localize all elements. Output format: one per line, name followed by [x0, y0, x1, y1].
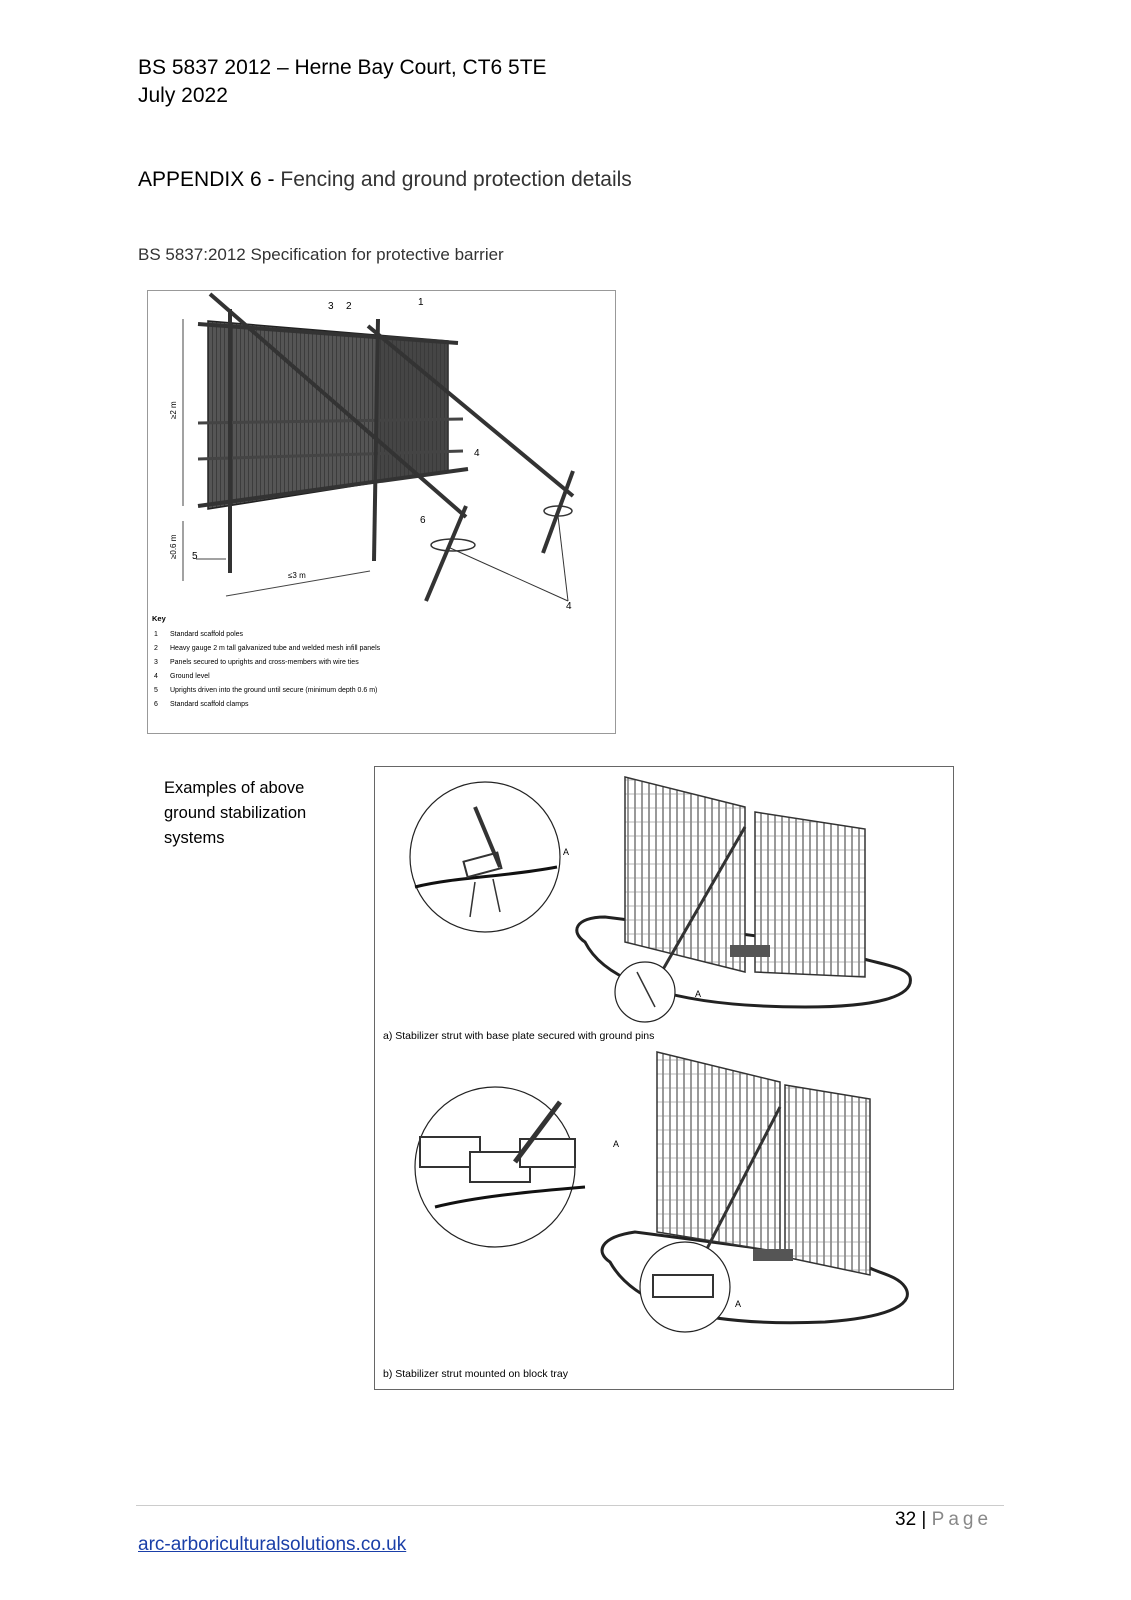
callout-3: 3 — [328, 301, 334, 312]
key-list — [154, 631, 381, 708]
key-title: Key — [152, 614, 166, 623]
caption-a: a) Stabilizer strut with base plate secured with ground pins — [383, 1030, 655, 1042]
detail-label-a1: A — [563, 847, 570, 857]
callout-1: 1 — [418, 297, 424, 308]
dim-spacing: ≤3 m — [288, 571, 306, 580]
barrier-drawing — [148, 291, 615, 733]
dim-depth: ≥0.6 m — [169, 534, 178, 559]
detail-a-circle — [410, 782, 560, 932]
callout-2: 2 — [346, 301, 352, 312]
caption-b: b) Stabilizer strut mounted on block tray — [383, 1368, 569, 1380]
callout-6: 6 — [420, 515, 426, 526]
page-number-value: 32 — [895, 1509, 917, 1530]
callout-5: 5 — [192, 551, 198, 562]
header-title: BS 5837 2012 – Herne Bay Court, CT6 5TE — [138, 56, 547, 79]
callout-4-bottom: 4 — [566, 601, 572, 612]
stabilizer-drawing — [375, 767, 953, 1389]
key-text: Standard scaffold poles — [170, 631, 244, 638]
dim-height: ≥2 m — [169, 401, 178, 419]
examples-text: Examples of above ground stabilization systems — [164, 779, 307, 847]
detail-label-a2: A — [695, 989, 702, 999]
footer-divider — [136, 1505, 1004, 1506]
key-number: 5 — [154, 687, 158, 694]
key-text: Heavy gauge 2 m tall galvanized tube and welded mesh infill panels — [170, 645, 381, 652]
detail-label-b2: A — [735, 1299, 742, 1309]
key-number: 2 — [154, 645, 158, 652]
appendix-heading — [138, 168, 632, 192]
website-link[interactable]: arc-arboriculturalsolutions.co.uk — [138, 1534, 407, 1555]
appendix-title: Fencing and ground protection details — [280, 168, 632, 191]
key-text: Ground level — [170, 673, 210, 680]
stabilizer-figure — [374, 766, 954, 1390]
key-number: 4 — [154, 673, 158, 680]
barrier-figure — [147, 290, 616, 734]
detail-label-b1: A — [613, 1139, 620, 1149]
key-number: 6 — [154, 701, 158, 708]
key-number: 1 — [154, 631, 158, 638]
key-number: 3 — [154, 659, 158, 666]
key-text: Uprights driven into the ground until secure (minimum depth 0.6 m) — [170, 687, 378, 694]
callout-4-top: 4 — [474, 448, 480, 459]
page-number — [895, 1509, 992, 1531]
page-separator: | — [921, 1509, 927, 1530]
key-text: Standard scaffold clamps — [170, 701, 249, 708]
header-date: July 2022 — [138, 84, 228, 107]
appendix-label: APPENDIX 6 - — [138, 168, 275, 191]
key-text: Panels secured to uprights and cross-members with wire ties — [170, 659, 359, 666]
spec-caption: BS 5837:2012 Specification for protective barrier — [138, 245, 504, 264]
page-word: Page — [931, 1509, 993, 1530]
